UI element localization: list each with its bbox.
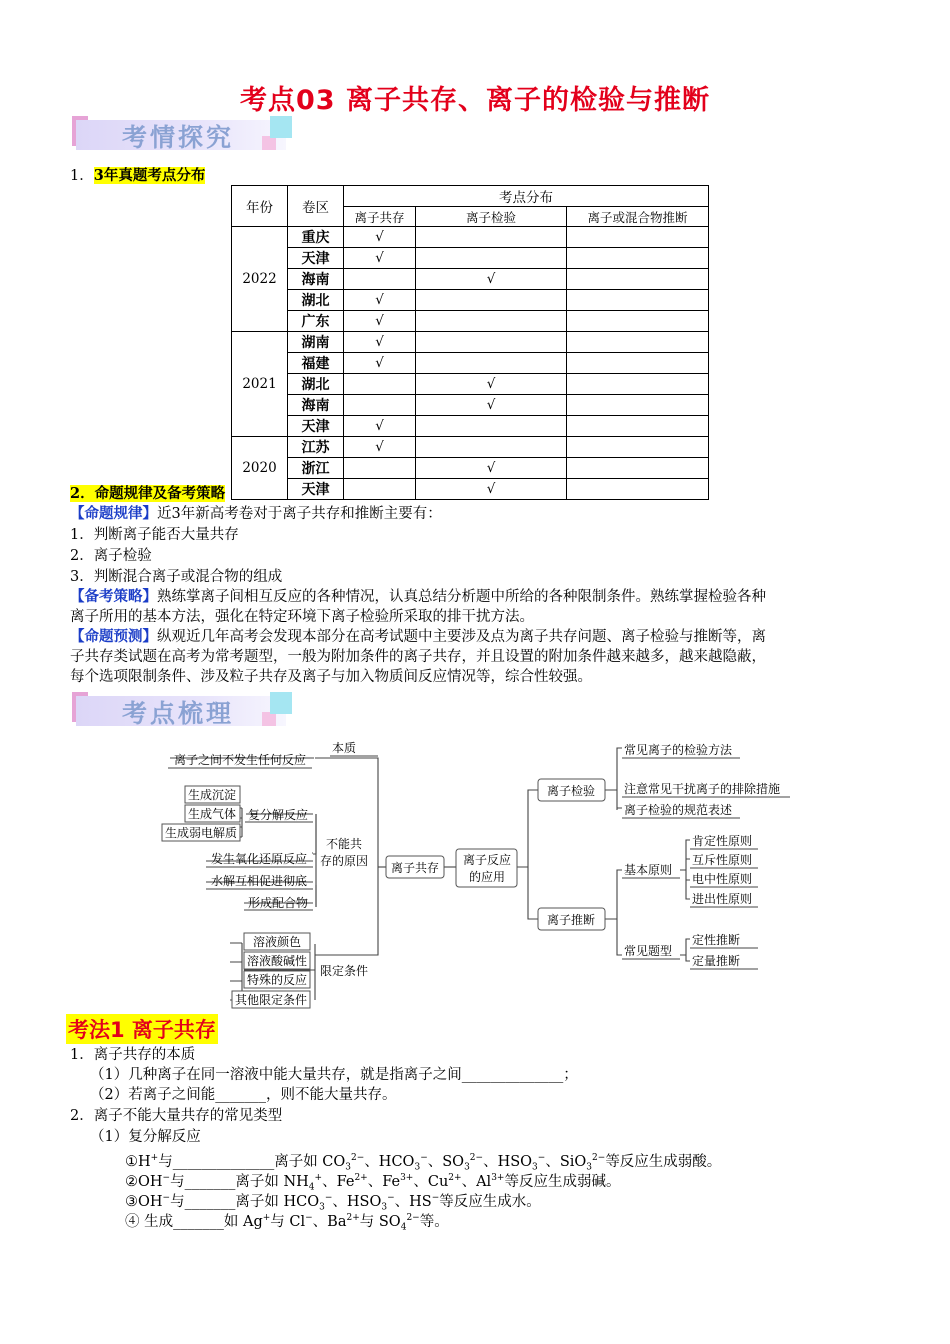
cell-check (567, 395, 709, 416)
cell-paper: 天津 (288, 248, 344, 269)
cell-check (344, 374, 416, 395)
header-distribution: 考点分布 (344, 186, 709, 207)
q-text: 、HSO (483, 1153, 533, 1170)
fill-blank[interactable]: _______ (184, 1173, 236, 1190)
q-text: ，则不能大量共存。 (265, 1087, 397, 1103)
q-text: 、Fe (367, 1173, 401, 1190)
q-text: 离子如 CO (274, 1153, 346, 1170)
cell-check (416, 353, 567, 374)
cell-paper: 湖南 (288, 332, 344, 353)
q-text: 、SiO (545, 1153, 587, 1170)
superscript: + (314, 1173, 323, 1183)
cell-check (416, 332, 567, 353)
leaf-acidity: 溶液酸碱性 (246, 954, 308, 968)
cell-year: 2021 (232, 332, 288, 437)
cell-check (344, 269, 416, 290)
cell-check (567, 353, 709, 374)
leaf-other: 其他限定条件 (234, 993, 308, 1007)
cell-check: √ (344, 248, 416, 269)
cell-check: √ (344, 311, 416, 332)
header-col-test: 离子检验 (416, 207, 567, 227)
banner-decoration (262, 136, 276, 150)
superscript: 2− (592, 1153, 606, 1163)
leaf-special: 特殊的反应 (246, 973, 308, 987)
q-line-4: 2．离子不能大量共存的常见类型 (70, 1108, 283, 1124)
node-basic: 基本原则 (624, 863, 673, 877)
cell-check (416, 248, 567, 269)
table-row (232, 437, 709, 458)
q-line-9 (125, 1208, 935, 1238)
leaf-precipitate: 生成沉淀 (187, 788, 237, 802)
leaf-qualitative: 定性推断 (692, 933, 741, 947)
superscript: − (420, 1153, 428, 1163)
heading-number: 1． (70, 168, 94, 184)
leaf-quantitative: 定量推断 (692, 954, 741, 968)
predict-text: 纵观近几年高考会发现本部分在高考试题中主要涉及点为离子共存问题、离子检验与推断等，离 (157, 629, 766, 645)
cell-check (567, 374, 709, 395)
superscript: 3+ (491, 1173, 505, 1183)
table-row (232, 227, 709, 248)
fill-blank[interactable]: ______________ (461, 1067, 564, 1083)
q-line-2 (90, 1065, 900, 1086)
node-essence: 本质 (331, 741, 357, 755)
header-col-infer: 离子或混合物推断 (567, 207, 709, 227)
q-line-1: 1．离子共存的本质 (70, 1047, 196, 1063)
superscript: 2− (351, 1153, 365, 1163)
cell-check (416, 437, 567, 458)
leaf-exclusive: 互斥性原则 (692, 853, 753, 867)
section-heading-distribution (70, 166, 880, 187)
table-row (232, 269, 709, 290)
node-center: 离子共存 (390, 861, 440, 875)
list-item: 1．判断离子能否大量共存 (70, 527, 239, 543)
node-infer: 离子推断 (546, 913, 596, 927)
method-heading: 考法1 离子共存 (66, 1014, 218, 1044)
cell-check (416, 290, 567, 311)
node-double-decomposition: 复分解反应 (247, 808, 309, 822)
fill-blank[interactable]: ______________ (172, 1153, 275, 1170)
table-row (232, 374, 709, 395)
cell-check (416, 311, 567, 332)
subscript: 4 (400, 1222, 407, 1233)
leaf-neutral: 电中性原则 (692, 872, 753, 886)
cell-year: 2022 (232, 227, 288, 332)
heading-text: 3年真题考点分布 (93, 167, 206, 184)
section-heading-strategy (70, 484, 880, 505)
cell-paper: 天津 (288, 416, 344, 437)
q-text: ； (563, 1067, 578, 1083)
superscript: − (162, 1173, 171, 1183)
superscript: 2+ (346, 1213, 360, 1223)
page-title: 考点03 离子共存、离子的检验与推断 (240, 85, 710, 116)
banner-decoration (270, 692, 292, 714)
subscript: 3 (414, 1162, 421, 1173)
q-text: 与 (170, 1173, 185, 1190)
subscript: 4 (308, 1182, 315, 1193)
q-line-3 (90, 1085, 900, 1106)
leaf-essence: 离子之间不发生任何反应 (173, 753, 307, 767)
leaf-positive: 肯定性原则 (692, 834, 753, 848)
section-banner-exam-analysis (72, 116, 292, 156)
cell-check (567, 290, 709, 311)
subscript: 3 (345, 1162, 352, 1173)
cell-paper: 广东 (288, 311, 344, 332)
q-text: 如 Ag (223, 1213, 263, 1230)
table-row (232, 290, 709, 311)
cell-check (344, 458, 416, 479)
superscript: − (537, 1153, 546, 1163)
fill-blank[interactable]: _______ (173, 1213, 224, 1230)
cell-check: √ (416, 479, 567, 500)
q-text: 离子如 NH (235, 1173, 309, 1190)
exam-distribution-table (231, 185, 709, 500)
table-row (232, 248, 709, 269)
strategy-text-2: 离子所用的基本方法，强化在特定环境下离子检验所采取的排干扰方法。 (70, 609, 534, 625)
node-redox: 发生氧化还原反应 (210, 852, 308, 866)
leaf-interference: 注意常见干扰离子的排除措施 (624, 782, 781, 796)
table-row (232, 353, 709, 374)
cell-check: √ (344, 290, 416, 311)
node-reason: 不能共 (325, 837, 363, 851)
superscript: − (387, 1193, 395, 1203)
q-text: 、HS (394, 1193, 432, 1210)
node-reason-2: 存的原因 (319, 854, 369, 868)
leaf-weak-electrolyte: 生成弱电解质 (164, 826, 238, 840)
cell-check: √ (344, 353, 416, 374)
list-item: 3．判断混合离子或混合物的组成 (70, 569, 283, 585)
rule-paragraph (70, 504, 880, 525)
rule-text: 近3年新高考卷对于离子共存和推断主要有： (157, 506, 442, 522)
cell-check: √ (344, 227, 416, 248)
list-item: 2．离子检验 (70, 548, 152, 564)
fill-blank[interactable]: _______ (184, 1193, 236, 1210)
subscript: 3 (464, 1162, 470, 1173)
superscript: − (305, 1213, 313, 1223)
q-line-5: （1）复分解反应 (90, 1129, 201, 1145)
cell-check (567, 416, 709, 437)
leaf-in-out: 进出性原则 (692, 892, 753, 906)
predict-paragraph (70, 627, 880, 648)
superscript: − (162, 1193, 171, 1203)
node-test: 离子检验 (546, 784, 596, 798)
q-text: ①H (125, 1153, 151, 1170)
cell-check (416, 227, 567, 248)
superscript: 2− (469, 1153, 484, 1163)
cell-paper: 江苏 (288, 437, 344, 458)
cell-check (567, 269, 709, 290)
cell-check (344, 395, 416, 416)
cell-check: √ (416, 395, 567, 416)
leaf-test-methods: 常见离子的检验方法 (624, 743, 733, 757)
cell-paper: 重庆 (288, 227, 344, 248)
table-row (232, 416, 709, 437)
superscript: 3+ (400, 1173, 414, 1183)
cell-check: √ (416, 269, 567, 290)
superscript: − (431, 1193, 440, 1203)
node-hydrolysis: 水解互相促进彻底 (210, 874, 308, 888)
leaf-gas: 生成气体 (187, 807, 237, 821)
fill-blank[interactable]: _______ (215, 1087, 266, 1103)
q-text: 与 (170, 1193, 185, 1210)
superscript: + (150, 1153, 159, 1163)
subscript: 3 (586, 1162, 593, 1173)
table-row (232, 332, 709, 353)
cell-check (567, 248, 709, 269)
q-text: 等反应生成弱酸。 (605, 1153, 722, 1170)
superscript: 2− (406, 1213, 420, 1223)
q-text: 、Al (461, 1173, 492, 1190)
banner-decoration (262, 712, 276, 726)
cell-check: √ (344, 437, 416, 458)
q-text: ③OH (125, 1193, 163, 1210)
heading-number: 2． (70, 485, 95, 502)
cell-paper: 浙江 (288, 458, 344, 479)
cell-check (567, 437, 709, 458)
predict-text-2: 子共存类试题在高考为常考题型，一般为附加条件的离子共存，并且设置的附加条件越来越多，越来越隐蔽， (70, 649, 766, 665)
cell-check: √ (344, 332, 416, 353)
cell-paper: 天津 (288, 479, 344, 500)
cell-check (567, 458, 709, 479)
q-text: 、HCO (364, 1153, 415, 1170)
q-text: 、Cu (413, 1173, 449, 1190)
strategy-tag: 【备考策略】 (70, 588, 157, 605)
cell-check (567, 332, 709, 353)
superscript: 2+ (354, 1173, 368, 1183)
table-row (232, 311, 709, 332)
node-application-2: 的应用 (468, 870, 506, 884)
cell-check (567, 227, 709, 248)
q-text: 与 SO (359, 1213, 401, 1230)
mind-map-diagram (0, 730, 950, 1015)
strategy-text: 熟练掌离子间相互反应的各种情况，认真总结分析题中所给的各种限制条件。熟练掌握检验各种 (157, 589, 766, 605)
cell-check (416, 416, 567, 437)
heading-text: 命题规律及备考策略 (94, 485, 226, 502)
predict-text-3: 每个选项限制条件、涉及粒子共存及离子与加入物质间反应情况等，综合性较强。 (70, 669, 592, 685)
banner-decoration (270, 116, 292, 138)
q-text: 等反应生成弱碱。 (504, 1173, 621, 1190)
banner-label: 考点梳理 (122, 699, 235, 728)
table-row (232, 458, 709, 479)
q-text: 离子如 HCO (235, 1193, 320, 1210)
header-col-coexist: 离子共存 (344, 207, 416, 227)
q-text: ②OH (125, 1173, 163, 1190)
q-text: 与 (158, 1153, 173, 1170)
banner-label: 考情探究 (122, 123, 235, 152)
cell-year: 2020 (232, 437, 288, 500)
cell-paper: 福建 (288, 353, 344, 374)
node-complex: 形成配合物 (247, 896, 309, 910)
subscript: 3 (319, 1202, 325, 1213)
q-text: 等反应生成水。 (439, 1193, 541, 1210)
cell-check: √ (416, 458, 567, 479)
q-text: 、HSO (332, 1193, 382, 1210)
q-text: 等。 (419, 1213, 449, 1230)
superscript: 2+ (448, 1173, 462, 1183)
header-year: 年份 (232, 186, 288, 227)
mind-map-labels (165, 740, 780, 1007)
header-paper: 卷区 (288, 186, 344, 227)
superscript: + (262, 1213, 271, 1223)
rule-tag: 【命题规律】 (70, 505, 157, 522)
cell-paper: 海南 (288, 269, 344, 290)
cell-check (567, 311, 709, 332)
predict-tag: 【命题预测】 (70, 628, 157, 645)
node-types: 常见题型 (624, 944, 673, 958)
q-text: （1）几种离子在同一溶液中能大量共存，就是指离子之间 (90, 1067, 462, 1083)
cell-paper: 湖北 (288, 374, 344, 395)
q-text: 、SO (427, 1153, 465, 1170)
cell-check: √ (344, 416, 416, 437)
leaf-expression: 离子检验的规范表述 (624, 803, 733, 817)
cell-paper: 海南 (288, 395, 344, 416)
q-text: 与 Cl (270, 1213, 306, 1230)
superscript: − (324, 1193, 333, 1203)
section-banner-key-points (72, 692, 292, 732)
cell-check: √ (416, 374, 567, 395)
q-text: ④ 生成 (125, 1213, 174, 1230)
node-limit: 限定条件 (319, 964, 369, 978)
node-application: 离子反应 (462, 853, 512, 867)
subscript: 3 (532, 1162, 538, 1173)
q-text: 、Ba (312, 1213, 347, 1230)
subscript: 3 (381, 1202, 388, 1213)
strategy-paragraph (70, 587, 880, 608)
q-text: 、Fe (322, 1173, 355, 1190)
table-row (232, 395, 709, 416)
leaf-color: 溶液颜色 (252, 935, 302, 949)
cell-paper: 湖北 (288, 290, 344, 311)
q-text: （2）若离子之间能 (90, 1087, 216, 1103)
